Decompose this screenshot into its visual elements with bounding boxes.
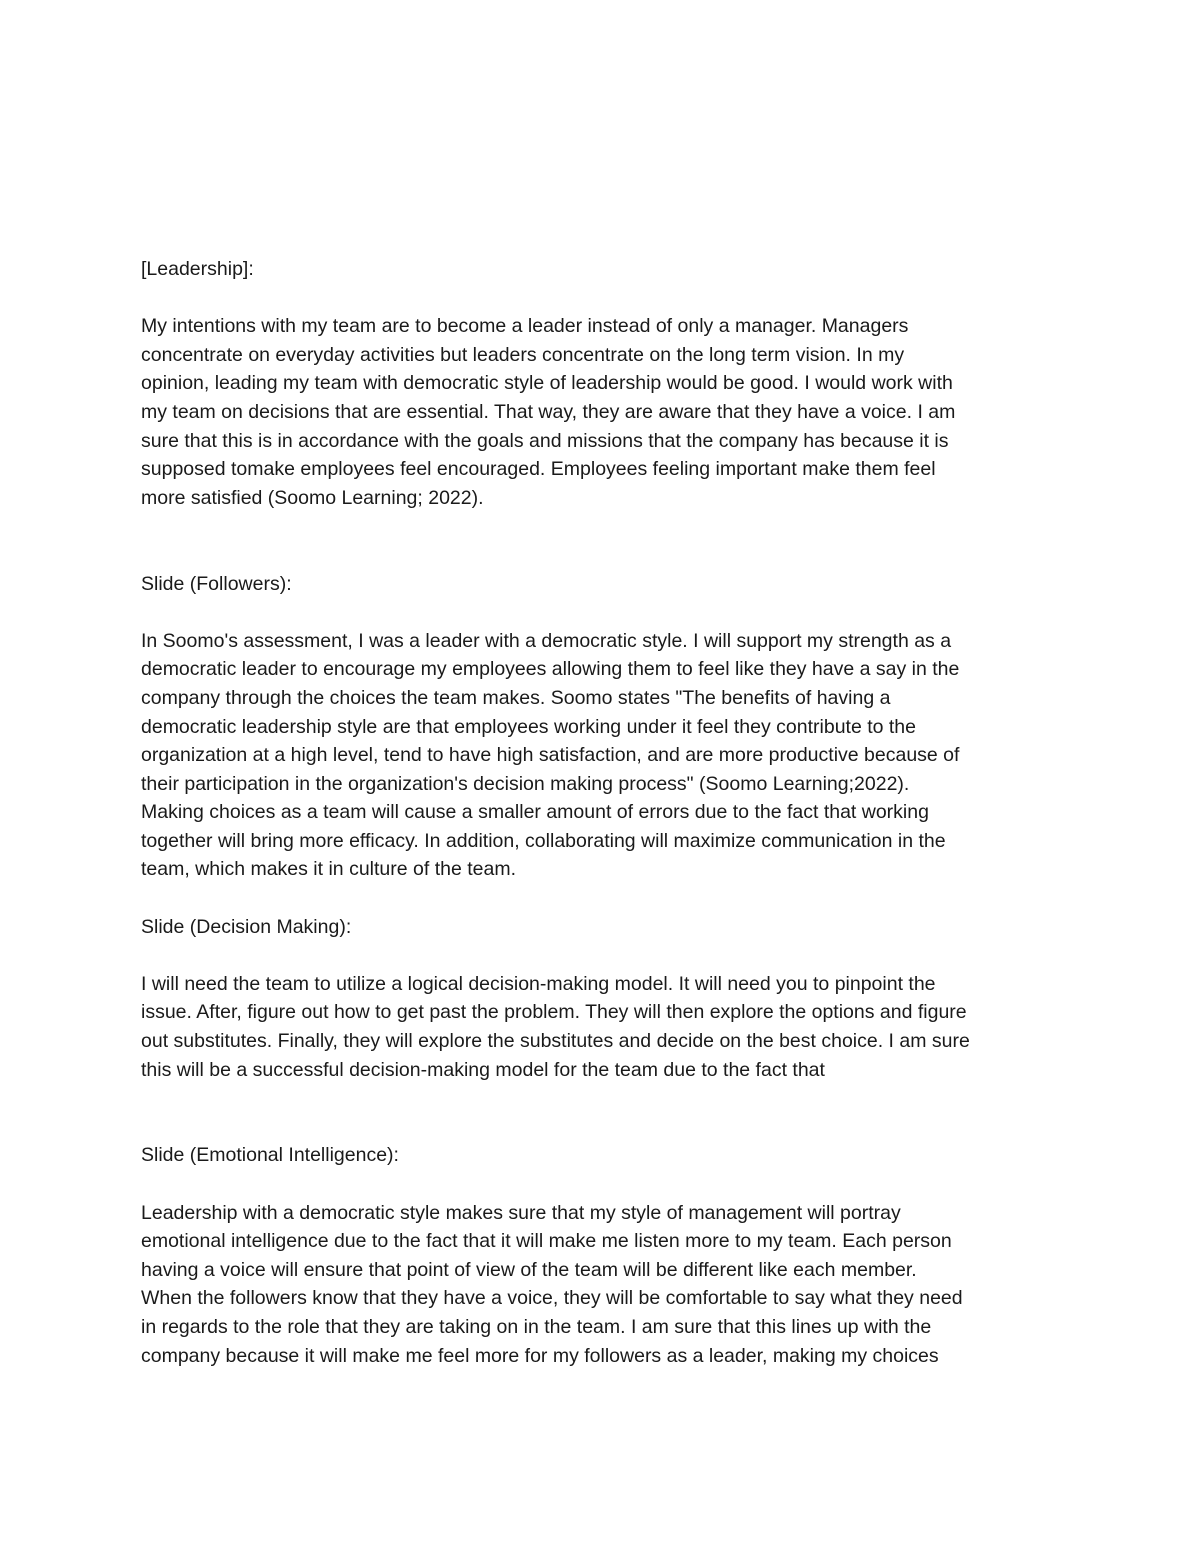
- section-heading-decision-making: Slide (Decision Making):: [141, 915, 352, 938]
- text-line: Leadership with a democratic style makes sure that my style of management will portray: [141, 1201, 901, 1224]
- section-heading-emotional-intelligence: Slide (Emotional Intelligence):: [141, 1144, 399, 1167]
- paragraph-leadership: [141, 312, 1071, 512]
- section-heading-leadership: [Leadership]:: [141, 258, 254, 280]
- spacer: [141, 284, 1071, 313]
- text-line: my team on decisions that are essential. That way, they are aware that they have a voice. I am: [141, 400, 956, 423]
- text-line: emotional intelligence due to the fact that it will make me listen more to my team. Each person: [141, 1230, 952, 1253]
- spacer: [141, 941, 1071, 970]
- text-line: concentrate on everyday activities but leaders concentrate on the long term vision. In my: [141, 343, 905, 366]
- text-line: When the followers know that they have a voice, they will be comfortable to say what they need: [141, 1287, 963, 1310]
- spacer: [141, 598, 1071, 627]
- paragraph-followers: [141, 627, 1071, 884]
- text-line: sure that this is in accordance with the goals and missions that the company has because it is: [141, 429, 949, 452]
- spacer: [141, 884, 1071, 913]
- text-line: In Soomo's assessment, I was a leader with a democratic style. I will support my strength as a: [141, 629, 952, 652]
- text-line: democratic leadership style are that employees working under it feel they contribute to the: [141, 715, 917, 738]
- text-line: this will be a successful decision-making model for the team due to the fact that: [141, 1058, 825, 1081]
- text-line: in regards to the role that they are taking on in the team. I am sure that this lines up with the: [141, 1315, 932, 1338]
- text-line: I will need the team to utilize a logical decision-making model. It will need you to pinpoint the: [141, 972, 936, 995]
- paragraph-decision-making: [141, 970, 1071, 1084]
- text-line: opinion, leading my team with democratic style of leadership would be good. I would work with: [141, 372, 953, 395]
- document-body: [141, 255, 1071, 1370]
- text-line: out substitutes. Finally, they will explore the substitutes and decide on the best choice. I am sure: [141, 1030, 970, 1053]
- text-line: having a voice will ensure that point of view of the team will be different like each member.: [141, 1258, 917, 1281]
- text-line: team, which makes it in culture of the team.: [141, 858, 516, 881]
- text-line: company because it will make me feel more for my followers as a leader, making my choices: [141, 1344, 939, 1367]
- text-line: company through the choices the team makes. Soomo states "The benefits of having a: [141, 686, 891, 709]
- text-line: more satisfied (Soomo Learning; 2022).: [141, 486, 484, 509]
- spacer: [141, 512, 1071, 569]
- text-line: together will bring more efficacy. In addition, collaborating will maximize communication in the: [141, 829, 946, 852]
- text-line: democratic leader to encourage my employees allowing them to feel like they have a say in the: [141, 658, 960, 681]
- text-line: Making choices as a team will cause a smaller amount of errors due to the fact that working: [141, 801, 929, 824]
- text-line: their participation in the organization's decision making process" (Soomo Learning;2022).: [141, 772, 910, 795]
- text-line: issue. After, figure out how to get past the problem. They will then explore the options and figure: [141, 1001, 967, 1024]
- spacer: [141, 1170, 1071, 1199]
- section-heading-followers: Slide (Followers):: [141, 572, 292, 595]
- text-line: supposed tomake employees feel encouraged. Employees feeling important make them feel: [141, 458, 936, 481]
- text-line: My intentions with my team are to become a leader instead of only a manager. Managers: [141, 315, 909, 338]
- spacer: [141, 1084, 1071, 1141]
- text-line: organization at a high level, tend to have high satisfaction, and are more productive because of: [141, 744, 960, 767]
- paragraph-emotional-intelligence: [141, 1199, 1071, 1371]
